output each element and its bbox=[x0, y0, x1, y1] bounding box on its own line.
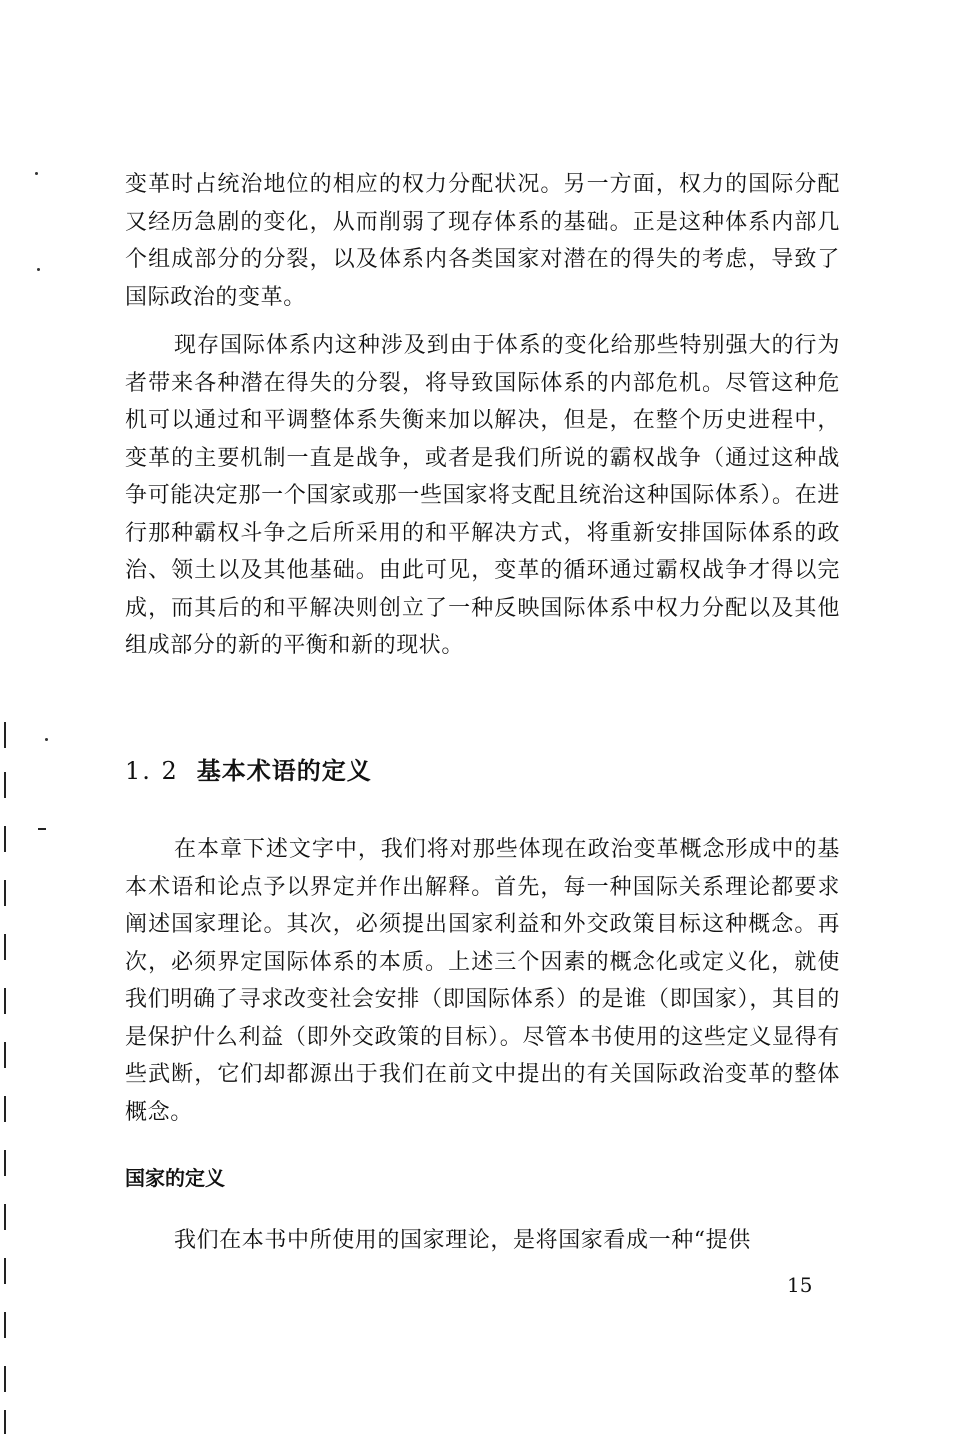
paragraph-text: 现存国际体系内这种涉及到由于体系的变化给那些特别强大的行为者带来各种潜在得失的分裂，将导致国际体系的内部危机。尽管这种危机可以通过和平调整体系失衡来加以解决，但是，在整个历史进程中，变革的主要机制一直是战争，或者是我们所说的霸权战争（通过这种战争可能决定那一个国家或那一些国家将支配且统治这种国际体系）。在进行那种霸权斗争之后所采用的和平解决方式，将重新安排国际体系的政治、领土以及其他基础。由此可见，变革的循环通过霸权战争才得以完成，而其后的和平解决则创立了一种反映国际体系中权力分配以及其他组成部分的新的平衡和新的现状。 bbox=[125, 333, 840, 658]
paragraph-crisis bbox=[125, 327, 840, 665]
section-title: 基本术语的定义 bbox=[196, 757, 372, 785]
subsection-heading: 国家的定义 bbox=[125, 1166, 225, 1190]
paragraph-text: 我们在本书中所使用的国家理论，是将国家看成一种“提供 bbox=[174, 1228, 751, 1253]
scan-artifact bbox=[4, 880, 6, 906]
paragraph-definitions-intro bbox=[125, 831, 840, 1131]
paragraph-text: 变革时占统治地位的相应的权力分配状况。另一方面，权力的国际分配又经历急剧的变化，从而削弱了现存体系的基础。正是这种体系内部几个组成部分的分裂，以及体系内各类国家对潜在的得失的考虑，导致了国际政治的变革。 bbox=[125, 172, 840, 310]
scan-artifact bbox=[4, 934, 6, 960]
scan-artifact bbox=[35, 172, 38, 175]
scan-artifact bbox=[4, 1366, 6, 1392]
scan-artifact bbox=[45, 738, 48, 741]
paragraph-state-definition bbox=[125, 1222, 840, 1260]
scan-artifact bbox=[4, 1312, 6, 1338]
scan-artifact bbox=[38, 828, 46, 830]
section-number: 1. 2 bbox=[125, 757, 179, 785]
paragraph-text: 在本章下述文字中，我们将对那些体现在政治变革概念形成中的基本术语和论点予以界定并作出解释。首先，每一种国际关系理论都要求阐述国家理论。其次，必须提出国家利益和外交政策目标这种概念。再次，必须界定国际体系的本质。上述三个因素的概念化或定义化，就使我们明确了寻求改变社会安排（即国际体系）的是谁（即国家），其目的是保护什么利益（即外交政策的目标）。尽管本书使用的这些定义显得有些武断，它们却都源出于我们在前文中提出的有关国际政治变革的整体概念。 bbox=[125, 837, 840, 1125]
scan-artifact bbox=[4, 1410, 6, 1434]
page-number: 15 bbox=[787, 1273, 813, 1297]
scan-artifact bbox=[4, 1258, 6, 1284]
scan-artifact bbox=[37, 268, 40, 271]
scan-artifact bbox=[4, 1042, 6, 1068]
scan-artifact bbox=[4, 1204, 6, 1230]
scan-artifact bbox=[4, 826, 6, 852]
scan-artifact bbox=[4, 772, 6, 798]
scan-artifact bbox=[4, 722, 6, 748]
paragraph-continuation bbox=[125, 166, 840, 316]
scan-artifact bbox=[4, 988, 6, 1014]
scan-artifact bbox=[4, 1096, 6, 1122]
section-heading bbox=[125, 751, 372, 791]
scan-artifact bbox=[4, 1150, 6, 1176]
